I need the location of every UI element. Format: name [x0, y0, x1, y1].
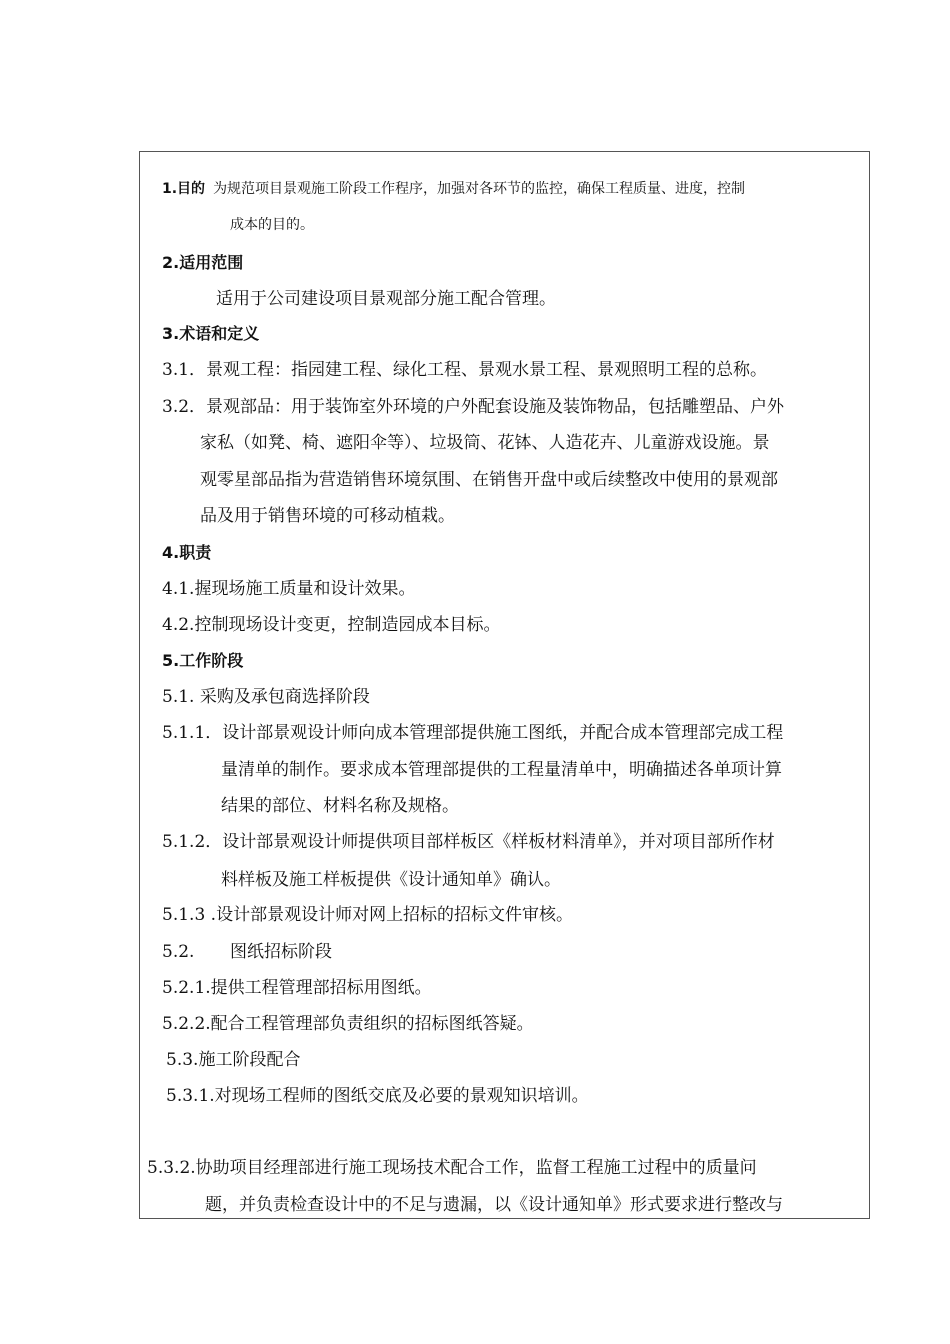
stage-5-3-2-line-1: 5.3.2.协助项目经理部进行施工现场技术配合工作，监督工程施工过程中的质量问: [147, 1158, 757, 1178]
duty-4-2: 4.2.控制现场设计变更，控制造园成本目标。: [162, 615, 501, 635]
duties-heading: 4.职责: [162, 543, 212, 562]
stage-5-3: 5.3.施工阶段配合: [166, 1050, 301, 1070]
term-3-2-line-4: 品及用于销售环境的可移动植栽。: [200, 506, 455, 526]
term-3-1: 3.1．景观工程：指园建工程、绿化工程、景观水景工程、景观照明工程的总称。: [162, 360, 768, 380]
duty-4-1: 4.1.握现场施工质量和设计效果。: [162, 579, 416, 599]
purpose-text: 为规范项目景观施工阶段工作程序，加强对各环节的监控，确保工程质量、进度，控制: [213, 181, 746, 197]
stage-5-2-1: 5.2.1.提供工程管理部招标用图纸。: [162, 978, 432, 998]
stage-5-3-1: 5.3.1.对现场工程师的图纸交底及必要的景观知识培训。: [166, 1086, 589, 1106]
term-3-2-line-3: 观零星部品指为营造销售环境氛围、在销售开盘中或后续整改中使用的景观部: [200, 470, 778, 490]
scope-heading: 2.适用范围: [162, 253, 244, 272]
stage-5-2-number: 5.2.: [162, 942, 195, 962]
stage-5-2-2: 5.2.2.配合工程管理部负责组织的招标图纸答疑。: [162, 1014, 534, 1034]
terms-heading: 3.术语和定义: [162, 324, 260, 343]
stage-5-1-3: 5.1.3 .设计部景观设计师对网上招标的招标文件审核。: [162, 905, 574, 925]
term-3-2-line-2: 家私（如凳、椅、遮阳伞等）、垃圾筒、花钵、人造花卉、儿童游戏设施。景: [200, 433, 770, 453]
stage-5-1-1-line-2: 量清单的制作。要求成本管理部提供的工程量清单中，明确描述各单项计算: [221, 760, 782, 780]
purpose-label: 1.目的: [162, 181, 206, 197]
term-3-2-line-1: 3.2．景观部品：用于装饰室外环境的户外配套设施及装饰物品，包括雕塑品、户外: [162, 397, 785, 417]
stage-5-1-1-line-1: 5.1.1．设计部景观设计师向成本管理部提供施工图纸，并配合成本管理部完成工程: [162, 723, 784, 743]
purpose-line-1: [162, 178, 745, 200]
scope-text: 适用于公司建设项目景观部分施工配合管理。: [216, 289, 556, 309]
stages-heading: 5.工作阶段: [162, 651, 244, 670]
stage-5-1: 5.1. 采购及承包商选择阶段: [162, 687, 370, 707]
stage-5-1-1-line-3: 结果的部位、材料名称及规格。: [221, 796, 459, 816]
stage-5-1-2-line-1: 5.1.2．设计部景观设计师提供项目部样板区《样板材料清单》，并对项目部所作材: [162, 832, 775, 852]
stage-5-3-2-line-2: 题，并负责检查设计中的不足与遗漏，以《设计通知单》形式要求进行整改与: [205, 1195, 783, 1215]
stage-5-2-title: 图纸招标阶段: [230, 942, 332, 962]
stage-5-1-2-line-2: 料样板及施工样板提供《设计通知单》确认。: [221, 870, 561, 890]
purpose-line-2: 成本的目的。: [230, 217, 314, 233]
